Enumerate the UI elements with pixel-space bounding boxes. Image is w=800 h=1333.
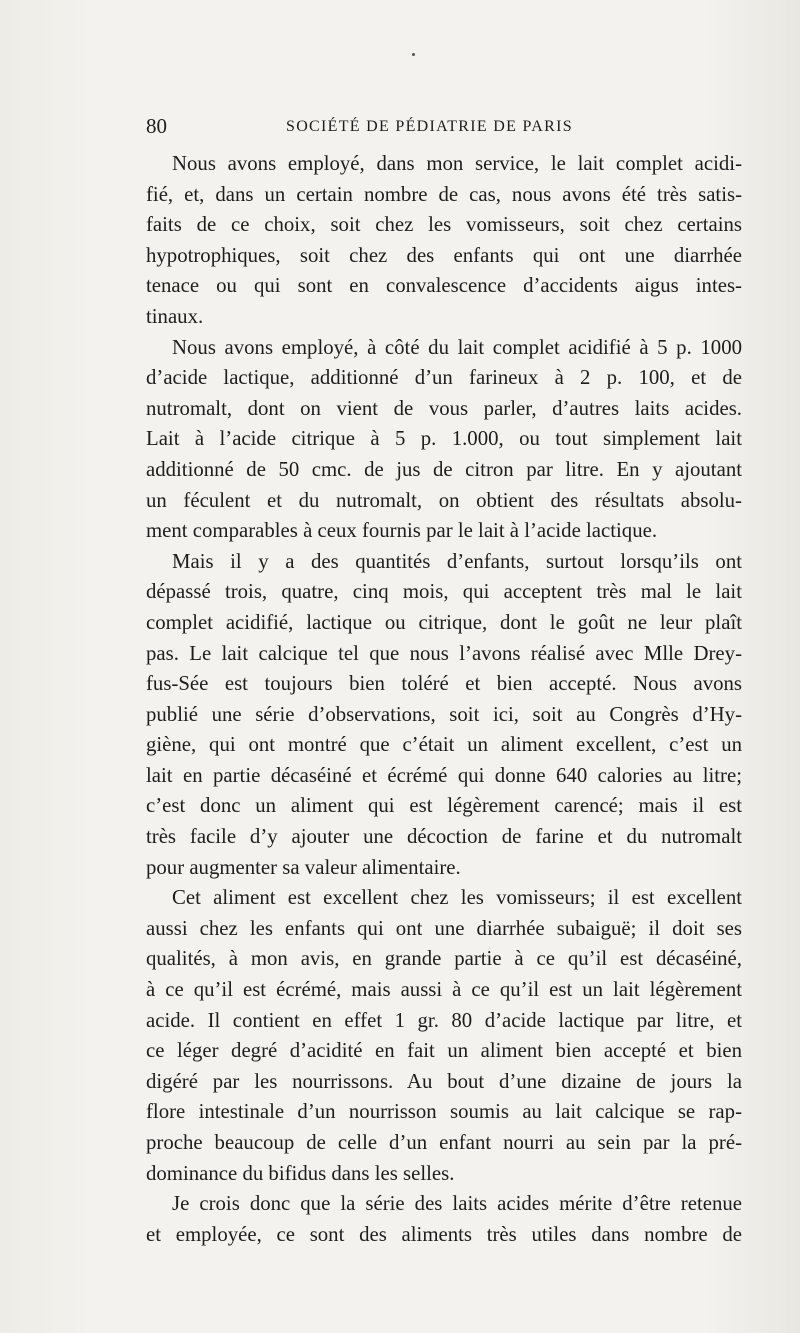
text-line: à ce qu’il est écrémé, mais aussi à ce qu’il est un lait légèrement [146, 978, 742, 1002]
text-line: proche beaucoup de celle d’un enfant nourri au sein par la pré- [146, 1131, 742, 1154]
page-number: 80 [146, 114, 167, 138]
text-line: d’acide lactique, additionné d’un farineux à 2 p. 100, et de [146, 366, 742, 390]
text-line: fié, et, dans un certain nombre de cas, nous avons été très satis- [146, 182, 742, 206]
text-line: qualités, à mon avis, en grande partie à ce qu’il est décaséiné, [146, 947, 742, 971]
text-line: digéré par les nourrissons. Au bout d’une dizaine de jours la [146, 1069, 742, 1093]
text-line: fus-Sée est toujours bien toléré et bien accepté. Nous avons [146, 672, 742, 696]
text-line: additionné de 50 cmc. de jus de citron par litre. En y ajoutant [146, 457, 742, 481]
text-line: faits de ce choix, soit chez les vomisseurs, soit chez certains [146, 213, 742, 237]
text-line: Lait à l’acide citrique à 5 p. 1.000, ou tout simplement lait [146, 427, 742, 451]
text-line: pour augmenter sa valeur alimentaire. [146, 855, 461, 879]
text-line: hypotrophiques, soit chez des enfants qui ont une diarrhée [146, 243, 742, 267]
text-line: giène, qui ont montré que c’était un aliment excellent, c’est un [146, 733, 742, 757]
text-line: flore intestinale d’un nourrisson soumis au lait calcique se rap- [146, 1100, 742, 1124]
text-line: tenace ou qui sont en convalescence d’accidents aigus intes- [146, 274, 742, 298]
text-line: très facile d’y ajouter une décoction de farine et du nutromalt [146, 825, 742, 849]
text-line: et employée, ce sont des aliments très utiles dans nombre de [146, 1222, 742, 1246]
text-line: Nous avons employé, dans mon service, le lait complet acidi- [172, 152, 742, 175]
text-line: Mais il y a des quantités d’enfants, surtout lorsqu’ils ont [172, 549, 742, 573]
text-line: Nous avons employé, à côté du lait complet acidifié à 5 p. 1000 [172, 335, 742, 359]
text-line: complet acidifié, lactique ou citrique, dont le goût ne leur plaît [146, 610, 742, 634]
running-title: SOCIÉTÉ DE PÉDIATRIE DE PARIS [286, 118, 573, 135]
text-line: dépassé trois, quatre, cinq mois, qui acceptent très mal le lait [146, 580, 742, 604]
text-line: publié une série d’observations, soit ici, soit au Congrès d’Hy- [146, 702, 742, 726]
text-line: aussi chez les enfants qui ont une diarrhée subaiguë; il doit ses [146, 916, 742, 940]
text-line: ment comparables à ceux fournis par le lait à l’acide lactique. [146, 519, 658, 543]
text-line: c’est donc un aliment qui est légèrement carencé; mais il est [146, 794, 742, 818]
text-line: Cet aliment est excellent chez les vomisseurs; il est excellent [172, 886, 742, 910]
text-line: lait en partie décaséiné et écrémé qui donne 640 calories au litre; [146, 763, 742, 787]
text-line: pas. Le lait calcique tel que nous l’avons réalisé avec Mlle Drey- [146, 641, 742, 665]
text-line: acide. Il contient en effet 1 gr. 80 d’acide lactique par litre, et [146, 1008, 742, 1032]
print-speck [412, 53, 415, 56]
text-line: nutromalt, dont on vient de vous parler, d’autres laits acides. [146, 396, 742, 420]
running-header [146, 112, 742, 140]
text-line: un féculent et du nutromalt, on obtient des résultats absolu- [146, 488, 742, 512]
text-line: ce léger degré d’acidité en fait un aliment bien accepté et bien [146, 1039, 742, 1063]
text-line: tinaux. [146, 304, 204, 328]
text-line: Je crois donc que la série des laits acides mérite d’être retenue [172, 1192, 742, 1216]
text-line: dominance du bifidus dans les selles. [146, 1161, 455, 1185]
body-text [146, 149, 742, 1250]
